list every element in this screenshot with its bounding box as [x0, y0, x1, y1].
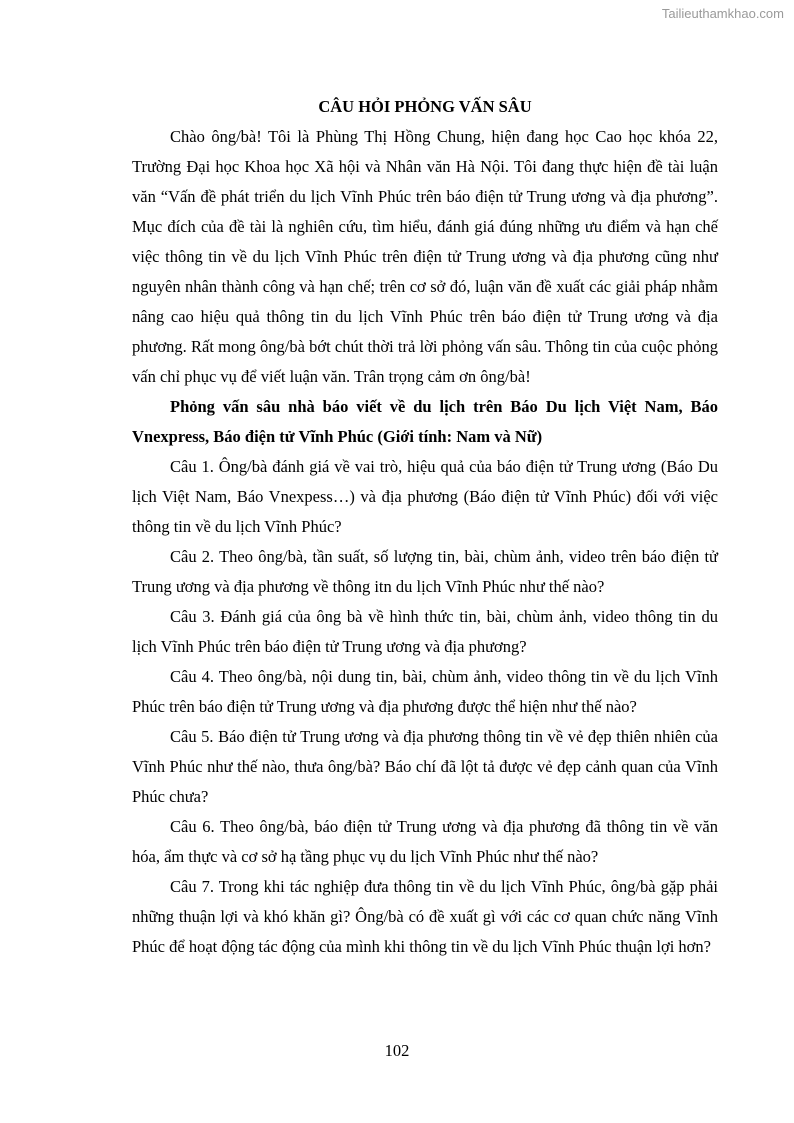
question-2: Câu 2. Theo ông/bà, tần suất, số lượng tin, bài, chùm ảnh, video trên báo điện tử Trung ương và địa phương về thông itn du lịch Vĩnh Phúc như thế nào?: [132, 547, 718, 596]
question-3: Câu 3. Đánh giá của ông bà về hình thức tin, bài, chùm ảnh, video thông tin du lịch Vĩnh Phúc trên báo điện tử Trung ương và địa phương?: [132, 607, 718, 656]
section-heading: Phỏng vấn sâu nhà báo viết về du lịch trên Báo Du lịch Việt Nam, Báo Vnexpress, Báo điện tử Vĩnh Phúc (Giới tính: Nam và Nữ): [132, 397, 718, 446]
intro-paragraph: Chào ông/bà! Tôi là Phùng Thị Hồng Chung, hiện đang học Cao học khóa 22, Trường Đại học Khoa học Xã hội và Nhân văn Hà Nội. Tôi đang thực hiện đề tài luận văn “Vấn đề phát triển du lịch Vĩnh Phúc trên báo điện tử Trung ương và địa phương”. Mục đích của đề tài là nghiên cứu, tìm hiểu, đánh giá đúng những ưu điểm và hạn chế việc thông tin về du lịch Vĩnh Phúc trên điện tử Trung ương và địa phương cũng như nguyên nhân thành công và hạn chế; trên cơ sở đó, luận văn đề xuất các giải pháp nhằm nâng cao hiệu quả thông tin du lịch Vĩnh Phúc trên báo điện tử Trung ương và địa phương. Rất mong ông/bà bớt chút thời trả lời phỏng vấn sâu. Thông tin của cuộc phỏng vấn chỉ phục vụ để viết luận văn. Trân trọng cảm ơn ông/bà!: [132, 127, 718, 386]
question-7: Câu 7. Trong khi tác nghiệp đưa thông tin về du lịch Vĩnh Phúc, ông/bà gặp phải những thuận lợi và khó khăn gì? Ông/bà có đề xuất gì với các cơ quan chức năng Vĩnh Phúc để hoạt động tác động của mình khi thông tin về du lịch Vĩnh Phúc thuận lợi hơn?: [132, 877, 718, 956]
page-title: CÂU HỎI PHỎNG VẤN SÂU: [318, 97, 532, 116]
document-body: [132, 92, 718, 962]
question-5: Câu 5. Báo điện tử Trung ương và địa phương thông tin về vẻ đẹp thiên nhiên của Vĩnh Phúc như thế nào, thưa ông/bà? Báo chí đã lột tả được vẻ đẹp cảnh quan của Vĩnh Phúc chưa?: [132, 727, 718, 806]
question-1: Câu 1. Ông/bà đánh giá về vai trò, hiệu quả của báo điện tử Trung ương (Báo Du lịch Việt Nam, Báo Vnexpess…) và địa phương (Báo điện tử Vĩnh Phúc) đối với việc thông tin về du lịch Vĩnh Phúc?: [132, 457, 718, 536]
question-6: Câu 6. Theo ông/bà, báo điện tử Trung ương và địa phương đã thông tin về văn hóa, ẩm thực và cơ sở hạ tầng phục vụ du lịch Vĩnh Phúc như thế nào?: [132, 817, 718, 866]
question-4: Câu 4. Theo ông/bà, nội dung tin, bài, chùm ảnh, video thông tin về du lịch Vĩnh Phúc trên báo điện tử Trung ương và địa phương được thể hiện như thế nào?: [132, 667, 718, 716]
watermark: Tailieuthamkhao.com: [661, 6, 784, 21]
page-number: 102: [384, 1041, 410, 1060]
